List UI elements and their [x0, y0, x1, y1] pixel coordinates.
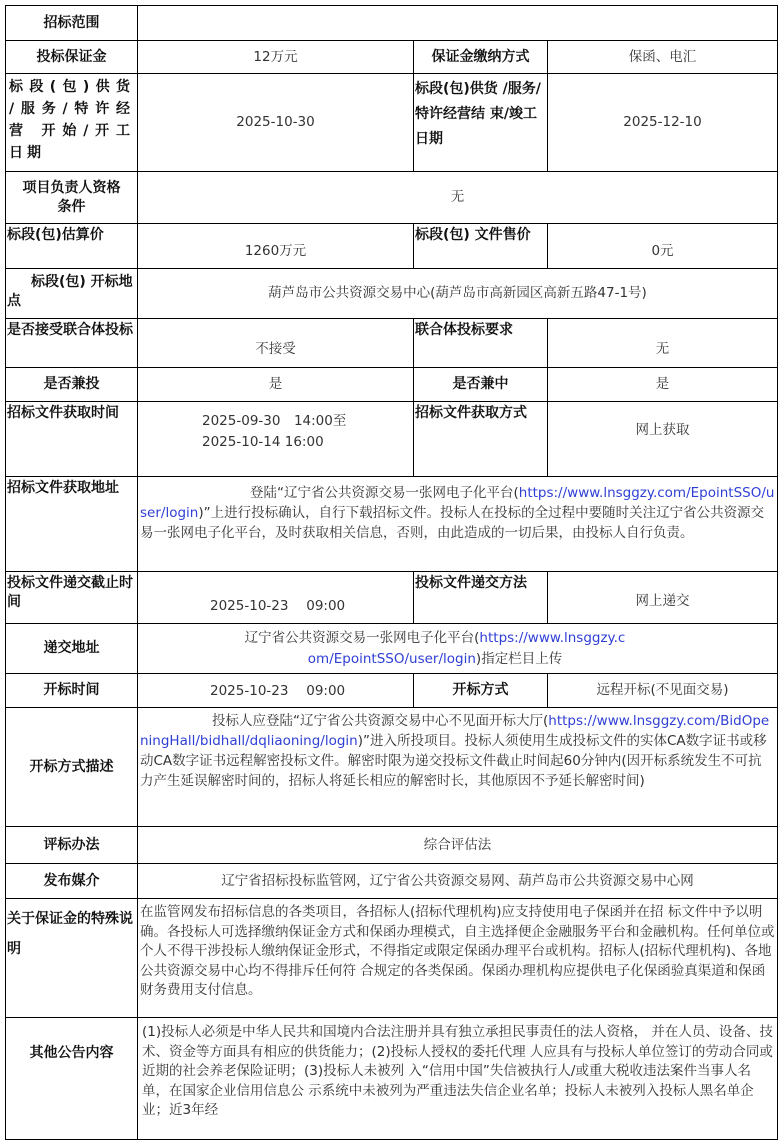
label-opening-description: 开标方式描述	[5, 707, 138, 827]
label-deposit: 投标保证金	[5, 40, 138, 74]
label-opening-method: 开标方式	[413, 673, 548, 708]
label-end-date: 标段(包)供货 /服务/特许经营结 束/竣工日期	[413, 73, 548, 172]
label-submission-address: 递交地址	[5, 623, 138, 674]
value-deposit-method: 保函、电汇	[547, 40, 778, 74]
label-evaluation-method: 评标办法	[5, 826, 138, 864]
label-start-date: 标段(包)供货 /服务/特许经营 开始/开工 日期	[5, 73, 138, 172]
doc-address-text-prefix: 登陆“辽宁省公共资源交易一张网电子化平台(	[250, 485, 519, 501]
value-scope	[137, 5, 778, 41]
value-multi-win: 是	[547, 367, 778, 402]
label-doc-acquire-time: 招标文件获取时间	[5, 401, 138, 477]
label-scope: 招标范围	[5, 5, 138, 41]
value-evaluation-method: 综合评估法	[137, 826, 778, 864]
submission-address-link[interactable]: https://www.lnsggzy.com/EpointSSO/user/login	[307, 630, 626, 667]
label-consortium-requirement: 联合体投标要求	[413, 318, 548, 368]
value-other-content: (1)投标人必须是中华人民共和国境内合法注册并具有独立承担民事责任的法人资格， 并在人员、设备、技术、资金等方面具有相应的供货能力；(2)投标人授权的委托代理 人应具有与投标人单位签订的劳动合同或近期的社会养老保险证明；(3)投标人未被列 入“信用中国”失信被执行人/或重大税收违法案件当事人名单，在国家企业信用信息公 示系统中未被列为严重违法失信企业名单；投标人未被列入投标人黑名单企业；近3年经	[137, 1017, 778, 1140]
label-publish-media: 发布媒介	[5, 863, 138, 899]
value-deposit-special-note: 在监管网发布招标信息的各类项目，各招标人(招标代理机构)应支持使用电子保函并在招 标文件中予以明确。各投标人可选择缴纳保证金方式和保函办理模式，自主选择便企金融服务平台和金融机构。任何单位或个人不得干涉投标人缴纳保证金形式，不得指定或限定保函办理平台或机构。招标人(招标代理机构)、各地公共资源交易中心均不得排斥任何符 合规定的各类保函。保函办理机构应提供电子化保函验真渠道和保函财务费用支付信息。	[137, 898, 778, 1018]
value-multi-bid: 是	[137, 367, 414, 402]
label-multi-bid: 是否兼投	[5, 367, 138, 402]
value-opening-time: 2025-10-23 09:00	[137, 673, 414, 708]
value-opening-location: 葫芦岛市公共资源交易中心(葫芦岛市高新园区高新五路47-1号)	[137, 268, 778, 319]
label-other-content: 其他公告内容	[5, 1017, 138, 1140]
label-manager-qualification: 项目负责人资格条件	[5, 171, 138, 224]
label-opening-location: 标段(包) 开标地点	[5, 268, 138, 319]
label-consortium-accepted: 是否接受联合体投标	[5, 318, 138, 368]
value-manager-qualification: 无	[137, 171, 778, 224]
label-doc-acquire-method: 招标文件获取方式	[413, 401, 548, 477]
submission-address-suffix: )指定栏目上传	[475, 651, 563, 667]
value-document-price: 0元	[547, 223, 778, 269]
label-doc-acquire-address: 招标文件获取地址	[5, 476, 138, 572]
label-document-price: 标段(包) 文件售价	[413, 223, 548, 269]
label-opening-time: 开标时间	[5, 673, 138, 708]
submission-address-prefix: 辽宁省公共资源交易一张网电子化平台(	[244, 630, 480, 646]
label-deposit-method: 保证金缴纳方式	[413, 40, 548, 74]
value-opening-method: 远程开标(不见面交易)	[547, 673, 778, 708]
value-end-date: 2025-12-10	[547, 73, 778, 172]
value-start-date: 2025-10-30	[137, 73, 414, 172]
value-estimated-price: 1260万元	[137, 223, 414, 269]
opening-description-suffix: )”进入所投项目。投标人须使用生成投标文件的实体CA数字证书或移动CA数字证书远程解密投标文件。解密时限为递交投标文件截止时间起60分钟内(因开标系统发生不可抗力产生延误解密时间的，招标人将延长相应的解密时长，其他原因不予延长解密时间)	[140, 733, 767, 789]
doc-address-text-suffix: )”上进行投标确认，自行下载招标文件。投标人在投标的全过程中要随时关注辽宁省公共资源交易一张网电子化平台，及时获取相关信息，否则，由此造成的一切后果，由投标人自行负责。	[140, 505, 765, 541]
value-publish-media: 辽宁省招标投标监管网，辽宁省公共资源交易网、葫芦岛市公共资源交易中心网	[137, 863, 778, 899]
value-doc-acquire-method: 网上获取	[547, 401, 778, 477]
label-multi-win: 是否兼中	[413, 367, 548, 402]
value-doc-acquire-time: 2025-09-30 14:00至 2025-10-14 16:00	[137, 401, 414, 477]
opening-description-prefix: 投标人应登陆“辽宁省公共资源交易中心不见面开标大厅(	[212, 713, 549, 729]
label-estimated-price: 标段(包)估算价	[5, 223, 138, 269]
value-deposit: 12万元	[137, 40, 414, 74]
value-consortium-requirement: 无	[547, 318, 778, 368]
value-consortium-accepted: 不接受	[137, 318, 414, 368]
opening-hall-link[interactable]: https://www.lnsggzy.com/BidOpeningHall/bidhall/dqliaoning/login	[140, 713, 770, 749]
value-submission-deadline: 2025-10-23 09:00	[137, 571, 414, 624]
label-submission-method: 投标文件递交方法	[413, 571, 548, 624]
value-submission-address	[137, 623, 778, 674]
value-doc-acquire-address	[137, 476, 778, 572]
label-submission-deadline: 投标文件递交截止时间	[5, 571, 138, 624]
doc-address-link[interactable]: https://www.lnsggzy.com/EpointSSO/user/login	[140, 485, 775, 521]
label-deposit-special-note: 关于保证金的特殊说明	[5, 898, 138, 1018]
value-opening-description	[137, 707, 778, 827]
value-submission-method: 网上递交	[547, 571, 778, 624]
